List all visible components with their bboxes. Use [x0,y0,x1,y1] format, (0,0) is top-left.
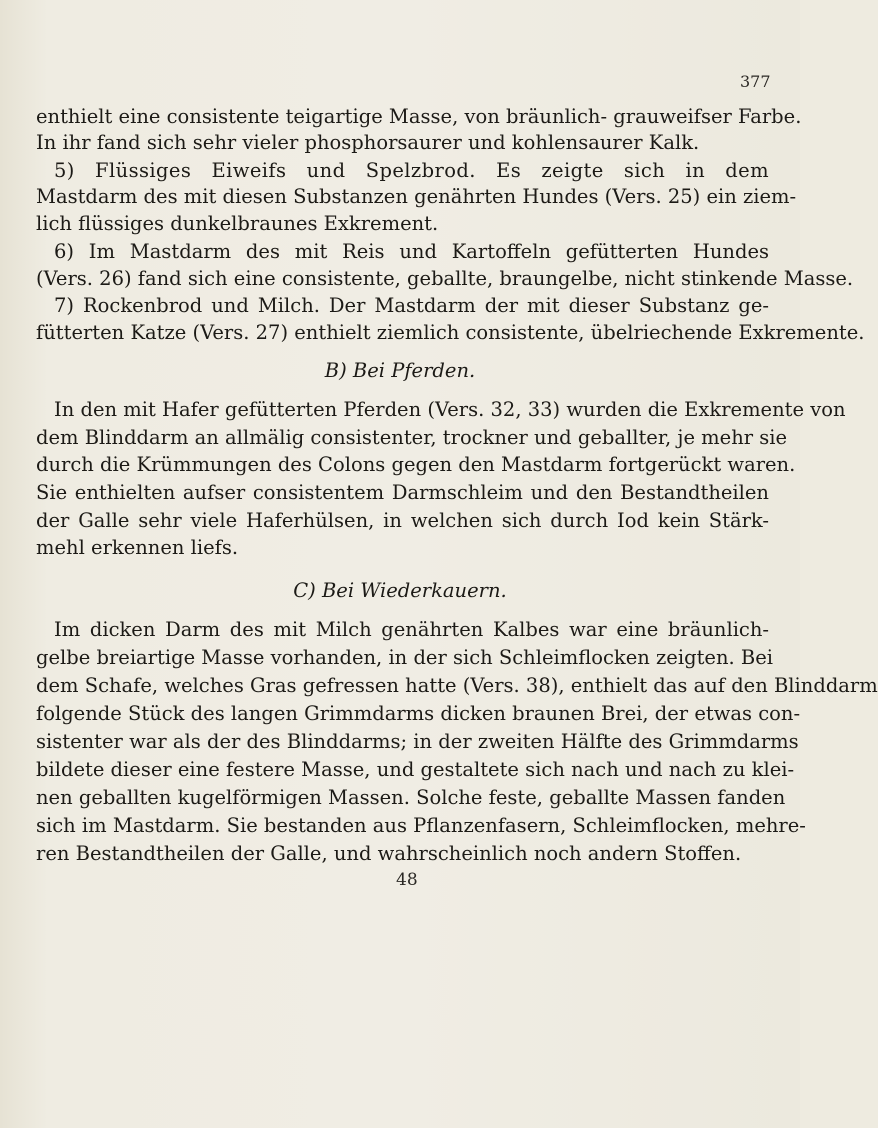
text-line: nen geballten kugelförmigen Massen. Solche feste, geballte Massen fanden [36,786,786,809]
text-line: 5) Flüssiges Eiweifs und Spelzbrod. Es zeigte sich in dem [54,159,769,182]
text-line: (Vers. 26) fand sich eine consistente, geballte, braungelbe, nicht stinkende Masse. [36,267,854,290]
text-line: Sie enthielten aufser consistentem Darmschleim und den Bestandtheilen [36,481,769,504]
text-line: fütterten Katze (Vers. 27) enthielt ziemlich consistente, übelriechende Exkremente. [36,321,865,344]
text-line: sistenter war als der des Blinddarms; in der zweiten Hälfte des Grimmdarms [36,730,799,753]
text-line: folgende Stück des langen Grimmdarms dicken braunen Brei, der etwas con- [36,702,801,725]
section-heading-c: C) Bei Wiederkauern. [293,579,507,602]
text-line: In ihr fand sich sehr vieler phosphorsaurer und kohlensaurer Kalk. [36,131,700,154]
text-line: ren Bestandtheilen der Galle, und wahrscheinlich noch andern Stoffen. [36,842,742,865]
text-line: bildete dieser eine festere Masse, und gestaltete sich nach und nach zu klei- [36,758,795,781]
text-line: enthielt eine consistente teigartige Masse, von bräunlich- grauweifser Farbe. [36,105,802,128]
text-line: 6) Im Mastdarm des mit Reis und Kartoffeln gefütterten Hundes [54,240,769,263]
text-line: Im dicken Darm des mit Milch genährten Kalbes war eine bräunlich- [54,618,769,641]
section-heading-b: B) Bei Pferden. [324,359,476,382]
text-line: dem Blinddarm an allmälig consistenter, trockner und geballter, je mehr sie [36,426,788,449]
text-line: mehl erkennen liefs. [36,536,239,559]
page-number: 377 [740,72,771,91]
text-line: durch die Krümmungen des Colons gegen den Mastdarm fortgerückt waren. [36,453,796,476]
text-line: In den mit Hafer gefütterten Pferden (Vers. 32, 33) wurden die Exkremente von [54,398,846,421]
text-line: lich flüssiges dunkelbraunes Exkrement. [36,212,439,235]
text-line: Mastdarm des mit diesen Substanzen genährten Hundes (Vers. 25) ein ziem- [36,185,797,208]
text-line: 7) Rockenbrod und Milch. Der Mastdarm der mit dieser Substanz ge- [54,294,769,317]
text-line: gelbe breiartige Masse vorhanden, in der sich Schleimflocken zeigten. Bei [36,646,774,669]
text-line: der Galle sehr viele Haferhülsen, in welchen sich durch Iod kein Stärk- [36,509,769,532]
text-line: dem Schafe, welches Gras gefressen hatte (Vers. 38), enthielt das auf den Blinddarm [36,674,878,697]
text-line: sich im Mastdarm. Sie bestanden aus Pflanzenfasern, Schleimflocken, mehre- [36,814,806,837]
signature-mark: 48 [396,870,418,890]
